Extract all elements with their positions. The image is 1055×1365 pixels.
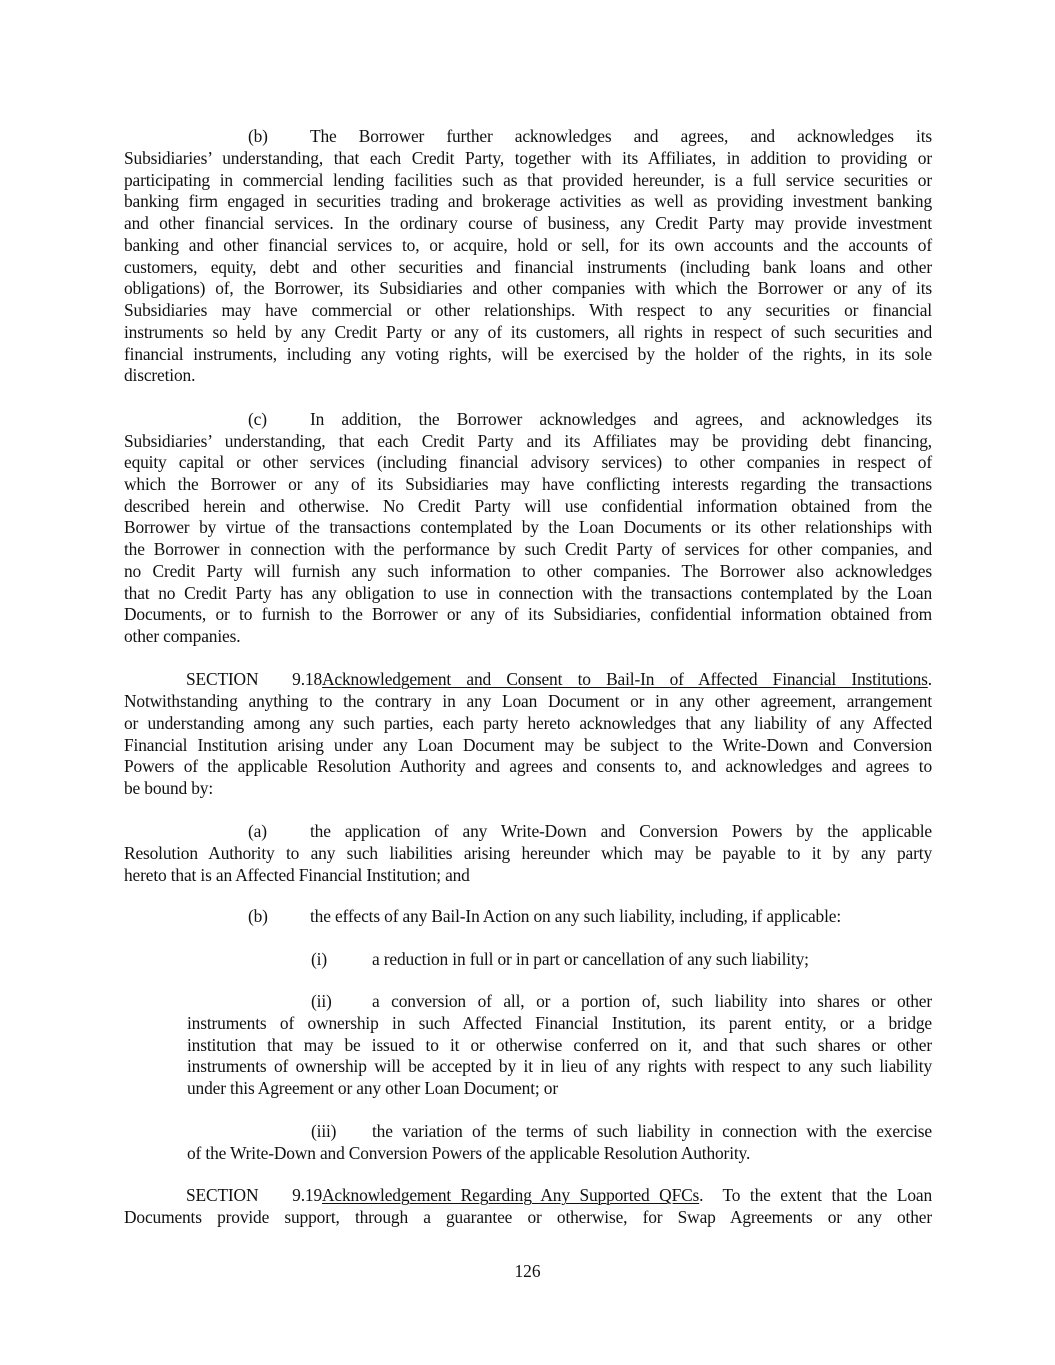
- text-line: financial instruments, including any voting rights, will be exercised by the holder of the rights, in its sole: [124, 344, 932, 364]
- text-line: under this Agreement or any other Loan Document; or: [187, 1078, 558, 1098]
- paragraph-first-line: [248, 820, 932, 842]
- section-title: Acknowledgement and Consent to Bail-In of Affected Financial Institutions: [322, 669, 928, 689]
- paragraph-first-line: [311, 1120, 932, 1142]
- text-line: other companies.: [124, 626, 241, 646]
- paragraph-label: (iii): [311, 1121, 337, 1141]
- text-line: Subsidiaries’ understanding, that each Credit Party and its Affiliates may be providing debt financing,: [124, 431, 932, 451]
- text-line: customers, equity, debt and other securities and financial instruments (including bank loans and other: [124, 257, 932, 277]
- section-title: Acknowledgement Regarding Any Supported QFCs: [322, 1185, 700, 1205]
- paragraph-first-line: [311, 990, 932, 1012]
- line-text: the application of any Write-Down and Conversion Powers by the applicable: [310, 821, 932, 841]
- section-heading-line: [186, 668, 932, 690]
- paragraph-label: (ii): [311, 991, 332, 1011]
- line-text: the variation of the terms of such liability in connection with the exercise: [372, 1121, 932, 1141]
- section-heading-line: [186, 1184, 932, 1206]
- line-text: a conversion of all, or a portion of, such liability into shares or other: [372, 991, 932, 1011]
- section-number: SECTION 9.19: [186, 1185, 322, 1205]
- text-line: hereto that is an Affected Financial Institution; and: [124, 865, 470, 885]
- page-number: 126: [514, 1261, 541, 1281]
- text-line: equity capital or other services (including financial advisory services) to other companies in respect of: [124, 452, 932, 472]
- text-line: of the Write-Down and Conversion Powers of the applicable Resolution Authority.: [187, 1143, 751, 1163]
- line-text: In addition, the Borrower acknowledges and agrees, and acknowledges its: [310, 409, 932, 429]
- text-line: institution that may be issued to it or otherwise conferred on it, and that such shares or other: [187, 1035, 932, 1055]
- text-line: instruments so held by any Credit Party or any of its customers, all rights in respect of such securities and: [124, 322, 932, 342]
- text-line: Documents provide support, through a guarantee or otherwise, for Swap Agreements or any other: [124, 1207, 932, 1227]
- heading-period: .: [927, 669, 932, 689]
- text-line: instruments of ownership will be accepted by it in lieu of any rights with respect to any such liability: [187, 1056, 932, 1076]
- paragraph-first-line: [248, 408, 932, 430]
- paragraph-label: (b): [248, 126, 268, 146]
- text-line: Notwithstanding anything to the contrary in any Loan Document or in any other agreement, arrangement: [124, 691, 932, 711]
- text-line: no Credit Party will furnish any such information to other companies. The Borrower also acknowledges: [124, 561, 932, 581]
- text-line: discretion.: [124, 365, 196, 385]
- text-line: participating in commercial lending facilities such as that provided hereunder, is a full service securities or: [124, 170, 932, 190]
- text-line: banking firm engaged in securities trading and brokerage activities as well as providing investment banking: [124, 191, 932, 211]
- paragraph-label: (b): [248, 906, 268, 926]
- line-text: The Borrower further acknowledges and agrees, and acknowledges its: [310, 126, 932, 146]
- text-line: which the Borrower or any of its Subsidiaries may have conflicting interests regarding the transactions: [124, 474, 932, 494]
- text-line: Borrower by virtue of the transactions contemplated by the Loan Documents or its other relationships with: [124, 517, 932, 537]
- paragraph-first-line: [248, 125, 932, 147]
- text-line: be bound by:: [124, 778, 214, 798]
- paragraph-label: (c): [248, 409, 267, 429]
- text-line: Financial Institution arising under any Loan Document may be subject to the Write-Down and Conversion: [124, 735, 932, 755]
- text-line: the Borrower in connection with the performance by such Credit Party of services for other companies, and: [124, 539, 932, 559]
- section-number: SECTION 9.18: [186, 669, 322, 689]
- paragraph-label: (i): [311, 949, 327, 969]
- text-line: Subsidiaries’ understanding, that each Credit Party, together with its Affiliates, in addition to providing or: [124, 148, 932, 168]
- paragraph-first-line: [248, 905, 932, 927]
- text-line: Powers of the applicable Resolution Authority and agrees and consents to, and acknowledges and agrees to: [124, 756, 932, 776]
- line-text: the effects of any Bail-In Action on any such liability, including, if applicable:: [310, 906, 842, 926]
- text-line: Resolution Authority to any such liabilities arising hereunder which may be payable to it by any party: [124, 843, 932, 863]
- text-line: Documents, or to furnish to the Borrower or any of its Subsidiaries, confidential information obtained from: [124, 604, 932, 624]
- text-line: and other financial services. In the ordinary course of business, any Credit Party may provide investment: [124, 213, 932, 233]
- line-text: a reduction in full or in part or cancellation of any such liability;: [372, 949, 809, 969]
- text-line: that no Credit Party has any obligation to use in connection with the transactions contemplated by the Loan: [124, 583, 932, 603]
- text-line: or understanding among any such parties, each party hereto acknowledges that any liability of any Affected: [124, 713, 932, 733]
- paragraph-label: (a): [248, 821, 267, 841]
- line-text: To the extent that the Loan: [722, 1185, 932, 1205]
- text-line: instruments of ownership in such Affected Financial Institution, its parent entity, or a bridge: [187, 1013, 932, 1033]
- text-line: obligations) of, the Borrower, its Subsidiaries and other companies with which the Borrower or any of its: [124, 278, 932, 298]
- paragraph-first-line: [311, 948, 932, 970]
- text-line: described herein and otherwise. No Credit Party will use confidential information obtained from the: [124, 496, 932, 516]
- heading-period: .: [699, 1185, 704, 1205]
- text-line: Subsidiaries may have commercial or other relationships. With respect to any securities or financial: [124, 300, 932, 320]
- text-line: banking and other financial services to, or acquire, hold or sell, for its own accounts and the accounts of: [124, 235, 932, 255]
